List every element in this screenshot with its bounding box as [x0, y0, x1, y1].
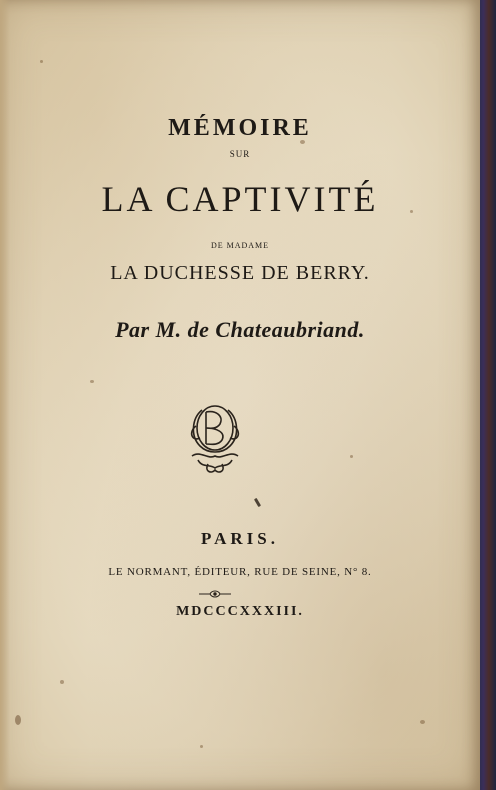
title-line-captivite: LA CAPTIVITÉ: [101, 179, 379, 219]
publication-city: PARIS.: [201, 529, 279, 548]
title-line-sur: SUR: [229, 149, 251, 159]
title-line-memoire: MÉMOIRE: [168, 115, 312, 141]
book-binding: [478, 0, 496, 790]
ornamental-rule-icon: [198, 589, 232, 599]
monogram-ornament-icon: [182, 398, 248, 476]
title-line-duchesse: LA DUCHESSE DE BERRY.: [110, 262, 370, 284]
author-line: Par M. de Chateaubriand.: [115, 317, 365, 342]
ink-mark: [254, 498, 261, 507]
foxing-speck: [15, 715, 21, 725]
publication-year: MDCCCXXXIII.: [176, 604, 304, 619]
publisher-line: LE NORMANT, ÉDITEUR, RUE DE SEINE, N° 8.: [108, 566, 372, 578]
foxing-speck: [90, 380, 94, 383]
foxing-speck: [420, 720, 425, 724]
foxing-speck: [350, 455, 353, 458]
foxing-speck: [60, 680, 64, 684]
title-line-de-madame: DE MADAME: [210, 241, 270, 250]
foxing-speck: [200, 745, 203, 748]
foxing-speck: [40, 60, 43, 63]
